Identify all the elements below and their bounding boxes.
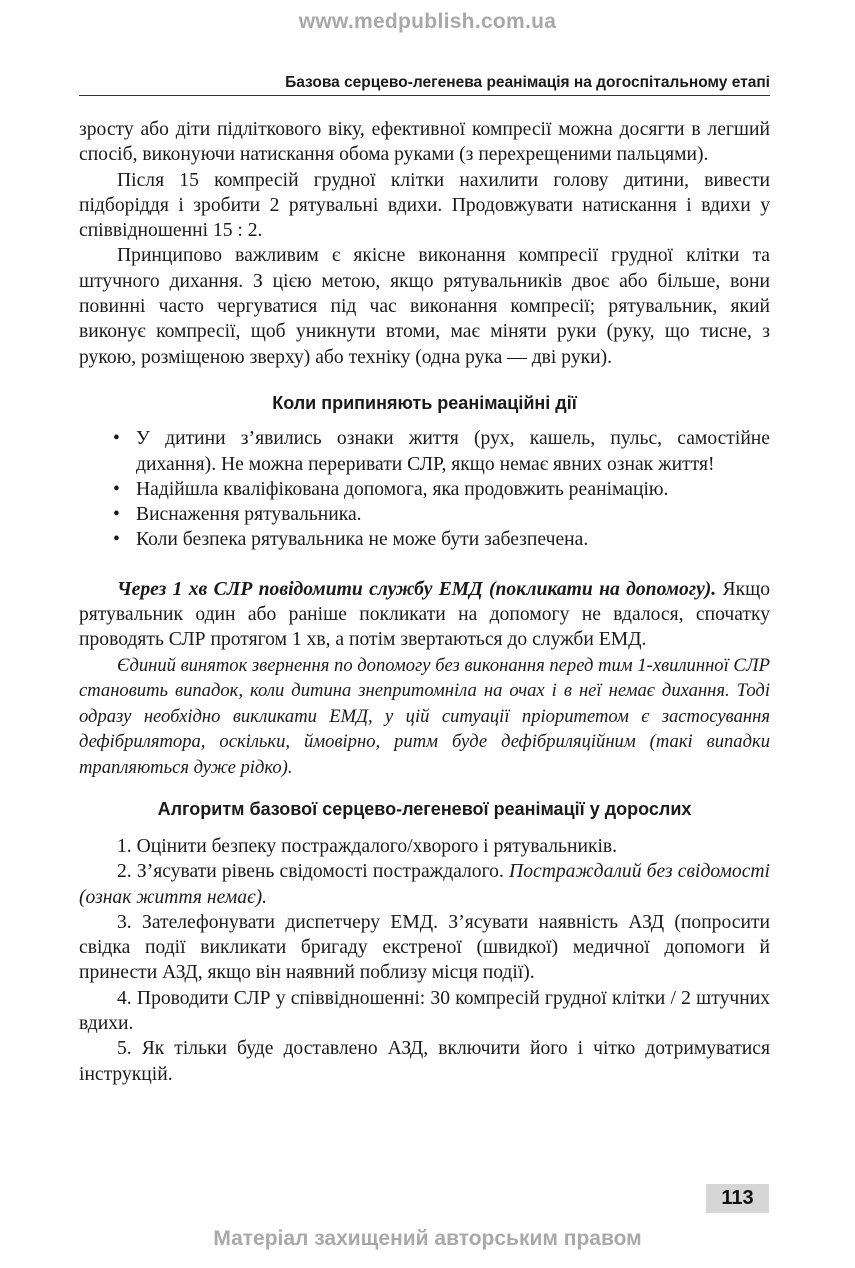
- paragraph-call-ems: [79, 577, 770, 653]
- lead-emphasis: Через 1 хв СЛР повідомити службу ЕМД (покликати на допомогу).: [117, 578, 717, 600]
- bullet-icon: •: [113, 529, 120, 551]
- step-italic-text: Постраждалий без свідомості (ознак життя немає).: [79, 861, 770, 908]
- watermark-url: www.medpublish.com.ua: [298, 10, 557, 33]
- list-item-text: Надійшла кваліфікована допомога, яка продовжить реанімацію.: [136, 478, 669, 500]
- running-head: Базова серцево-легенева реанімація на догоспітальному етапі: [79, 74, 770, 96]
- list-item: [79, 426, 770, 477]
- list-item-text: Виснаження рятувальника.: [136, 504, 362, 526]
- bullet-icon: •: [113, 428, 120, 450]
- algorithm-step: 1. Оцінити безпеку постраждалого/хворого і рятувальників.: [117, 835, 618, 857]
- page-number: 113: [706, 1184, 769, 1213]
- paragraph: Принципово важливим є якісне виконання компресії грудної клітки та штучного дихання. З цією метою, якщо рятувальників двоє або більше, вони повинні часто чергуватися під час виконання компресії; рятувальник, який виконує компресії, щоб уникнути втоми, має міняти руки (руку, що тисне, з рукою, розміщеною зверху) або техніку (одна рука — дві руки).: [79, 245, 770, 368]
- paragraph: Після 15 компресій грудної клітки нахилити голову дитини, вивести підборіддя і зробити 2 рятувальні вдихи. Продовжувати натискання і вдихи у співвідношенні 15 : 2.: [79, 169, 770, 242]
- list-item-text: У дитини з’явились ознаки життя (рух, кашель, пульс, самостійне дихання). Не можна переривати СЛР, якщо немає явних ознак життя!: [136, 428, 770, 475]
- page-body: [79, 117, 770, 1087]
- list-item: [79, 477, 770, 502]
- paragraph-text: Якщо рятувальник один або раніше покликати на допомогу не вдалося, спочатку проводять СЛР протягом 1 хв, а потім звертаються до служби ЕМД.: [79, 578, 771, 651]
- italic-note: Єдиний виняток звернення по допомогу без виконання перед тим 1-хвилинної СЛР становить випадок, коли дитина знепритомніла на очах і в неї немає дихання. Тоді одразу необхідно викликати ЕМД, у цій ситуації пріоритетом є застосування дефібрилятора, оскільки, ймовірно, ритм буде дефібриляційним (такі випадки трапляються дуже рідко).: [79, 654, 770, 779]
- section-heading-stop-resuscitation: Коли припиняють реанімаційні дії: [272, 392, 577, 413]
- list-item: [79, 502, 770, 527]
- bullet-icon: •: [113, 504, 120, 526]
- list-item-text: Коли безпека рятувальника не може бути забезпечена.: [136, 529, 589, 551]
- copyright-watermark: Матеріал захищений авторським правом: [213, 1227, 642, 1250]
- algorithm-step: 4. Проводити СЛР у співвідношенні: 30 компресій грудної клітки / 2 штучних вдихи.: [79, 987, 770, 1034]
- paragraph: зросту або діти підліткового віку, ефективної компресії можна досягти в легший спосіб, виконуючи натискання обома руками (з перехрещеними пальцями).: [79, 119, 770, 166]
- stop-criteria-list: [79, 426, 770, 552]
- section-heading-adult-algorithm: Алгоритм базової серцево-легеневої реанімації у дорослих: [157, 798, 692, 819]
- algorithm-step: 5. Як тільки буде доставлено АЗД, включити його і чітко дотримуватися інструкцій.: [79, 1038, 770, 1085]
- bullet-icon: •: [113, 478, 120, 500]
- step-text: 2. З’ясувати рівень свідомості постраждалого.: [117, 861, 504, 883]
- algorithm-step: [79, 859, 770, 910]
- list-item: [79, 527, 770, 552]
- algorithm-step: 3. Зателефонувати диспетчеру ЕМД. З’ясувати наявність АЗД (попросити свідка події викликати бригаду екстреної (швидкої) медичної допомоги й принести АЗД, якщо він наявний поблизу місця події).: [79, 911, 770, 984]
